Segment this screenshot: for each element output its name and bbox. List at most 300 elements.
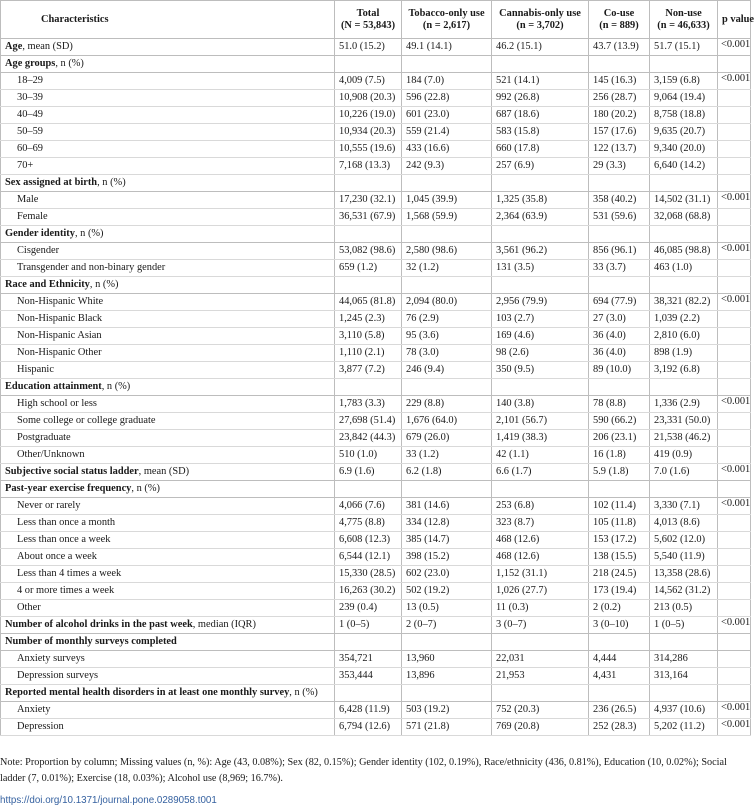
row-label: Education attainment, n (%) [1,379,335,396]
cell-value: 51.7 (15.1) [650,39,718,56]
section-row [1,39,751,56]
table-row [1,362,751,379]
row-label: Other/Unknown [1,447,335,464]
cell-value: 14,562 (31.2) [650,583,718,600]
cell-value: 571 (21.8) [402,719,492,736]
cell-value: 385 (14.7) [402,532,492,549]
row-label: Number of alcohol drinks in the past week, median (IQR) [1,617,335,634]
row-label: 70+ [1,158,335,175]
p-value-cell [718,56,751,73]
table-row [1,158,751,175]
row-label: Gender identity, n (%) [1,226,335,243]
cell-value [492,634,589,651]
cell-value: 43.7 (13.9) [589,39,650,56]
table-header-row [1,1,751,39]
cell-value: 78 (3.0) [402,345,492,362]
cell-value: 131 (3.5) [492,260,589,277]
header-total: Total (N = 53,843) [335,1,402,39]
cell-value: 6,428 (11.9) [335,702,402,719]
table-row [1,719,751,736]
cell-value [492,685,589,702]
cell-value: 103 (2.7) [492,311,589,328]
p-value-cell [718,226,751,243]
cell-value: 184 (7.0) [402,73,492,90]
cell-value: 10,555 (19.6) [335,141,402,158]
cell-value: 694 (77.9) [589,294,650,311]
cell-value [650,481,718,498]
cell-value: 679 (26.0) [402,430,492,447]
table-row [1,192,751,209]
cell-value [335,226,402,243]
cell-value: 6,640 (14.2) [650,158,718,175]
row-label: Transgender and non-binary gender [1,260,335,277]
header-couse: Co-use (n = 889) [589,1,650,39]
cell-value [402,226,492,243]
section-row [1,617,751,634]
table-row [1,124,751,141]
cell-value: 3 (0–10) [589,617,650,634]
cell-value: 769 (20.8) [492,719,589,736]
cell-value: 463 (1.0) [650,260,718,277]
table-row [1,447,751,464]
cell-value: 257 (6.9) [492,158,589,175]
p-value-cell [718,362,751,379]
row-label: Non-Hispanic Other [1,345,335,362]
cell-value: 53,082 (98.6) [335,243,402,260]
cell-value: 5,202 (11.2) [650,719,718,736]
row-label: High school or less [1,396,335,413]
cell-value [335,379,402,396]
table-row [1,260,751,277]
cell-value: 6,544 (12.1) [335,549,402,566]
cell-value [589,277,650,294]
cell-value [335,56,402,73]
cell-value [492,175,589,192]
cell-value: 1,026 (27.7) [492,583,589,600]
p-value-cell [718,311,751,328]
cell-value [402,634,492,651]
table-row [1,328,751,345]
section-row [1,634,751,651]
cell-value: 1,045 (39.9) [402,192,492,209]
cell-value: 95 (3.6) [402,328,492,345]
p-value-cell [718,413,751,430]
cell-value: 1,039 (2.2) [650,311,718,328]
table-row [1,107,751,124]
row-label: Age, mean (SD) [1,39,335,56]
row-label: 50–59 [1,124,335,141]
row-label: Age groups, n (%) [1,56,335,73]
table-row [1,583,751,600]
cell-value: 419 (0.9) [650,447,718,464]
cell-value: 2,101 (56.7) [492,413,589,430]
cell-value: 13,960 [402,651,492,668]
cell-value: 36 (4.0) [589,328,650,345]
row-label: About once a week [1,549,335,566]
table-row [1,396,751,413]
row-label: Depression surveys [1,668,335,685]
row-label: Male [1,192,335,209]
cell-value: 14,502 (31.1) [650,192,718,209]
cell-value: 10,934 (20.3) [335,124,402,141]
p-value-cell [718,430,751,447]
p-value-cell [718,685,751,702]
cell-value: 602 (23.0) [402,566,492,583]
table-row [1,549,751,566]
p-value-cell [718,209,751,226]
cell-value: 78 (8.8) [589,396,650,413]
row-label: 4 or more times a week [1,583,335,600]
cell-value: 1 (0–5) [650,617,718,634]
cell-value [492,481,589,498]
row-label: Past-year exercise frequency, n (%) [1,481,335,498]
p-value-cell: <0.001 [718,719,751,736]
cell-value: 4,444 [589,651,650,668]
cell-value: 253 (6.8) [492,498,589,515]
cell-value: 49.1 (14.1) [402,39,492,56]
cell-value: 3,192 (6.8) [650,362,718,379]
cell-value [492,379,589,396]
section-row [1,464,751,481]
cell-value: 105 (11.8) [589,515,650,532]
cell-value: 51.0 (15.2) [335,39,402,56]
table-body [1,39,751,736]
section-row [1,481,751,498]
cell-value: 213 (0.5) [650,600,718,617]
cell-value: 206 (23.1) [589,430,650,447]
p-value-cell [718,600,751,617]
cell-value [492,56,589,73]
cell-value: 354,721 [335,651,402,668]
cell-value: 6.6 (1.7) [492,464,589,481]
cell-value: 2,810 (6.0) [650,328,718,345]
row-label: Less than 4 times a week [1,566,335,583]
p-value-cell: <0.001 [718,617,751,634]
cell-value: 36 (4.0) [589,345,650,362]
cell-value: 23,331 (50.0) [650,413,718,430]
cell-value: 9,635 (20.7) [650,124,718,141]
cell-value: 140 (3.8) [492,396,589,413]
cell-value: 596 (22.8) [402,90,492,107]
p-value-cell [718,345,751,362]
cell-value: 138 (15.5) [589,549,650,566]
cell-value [402,685,492,702]
cell-value: 173 (19.4) [589,583,650,600]
cell-value [402,277,492,294]
table-row [1,532,751,549]
cell-value: 2,580 (98.6) [402,243,492,260]
cell-value: 153 (17.2) [589,532,650,549]
cell-value: 10,908 (20.3) [335,90,402,107]
cell-value: 6.2 (1.8) [402,464,492,481]
p-value-cell: <0.001 [718,294,751,311]
cell-value: 46,085 (98.8) [650,243,718,260]
cell-value: 9,064 (19.4) [650,90,718,107]
cell-value: 236 (26.5) [589,702,650,719]
cell-value: 503 (19.2) [402,702,492,719]
cell-value: 13,896 [402,668,492,685]
cell-value: 559 (21.4) [402,124,492,141]
row-label: Never or rarely [1,498,335,515]
table-row [1,413,751,430]
cell-value: 323 (8.7) [492,515,589,532]
cell-value: 6,608 (12.3) [335,532,402,549]
row-label: Cisgender [1,243,335,260]
cell-value: 27,698 (51.4) [335,413,402,430]
cell-value: 531 (59.6) [589,209,650,226]
cell-value: 659 (1.2) [335,260,402,277]
cell-value [589,175,650,192]
cell-value: 334 (12.8) [402,515,492,532]
cell-value: 89 (10.0) [589,362,650,379]
p-value-cell [718,447,751,464]
table-row [1,430,751,447]
cell-value: 898 (1.9) [650,345,718,362]
cell-value: 510 (1.0) [335,447,402,464]
cell-value: 2,364 (63.9) [492,209,589,226]
row-label: Non-Hispanic White [1,294,335,311]
cell-value: 7,168 (13.3) [335,158,402,175]
p-value-cell: <0.001 [718,39,751,56]
cell-value [335,481,402,498]
p-value-cell [718,107,751,124]
row-label: Number of monthly surveys completed [1,634,335,651]
p-value-cell [718,379,751,396]
cell-value [402,379,492,396]
cell-value: 246 (9.4) [402,362,492,379]
section-row [1,379,751,396]
cell-value: 16,263 (30.2) [335,583,402,600]
cell-value: 353,444 [335,668,402,685]
p-value-cell [718,158,751,175]
cell-value: 687 (18.6) [492,107,589,124]
cell-value: 13,358 (28.6) [650,566,718,583]
row-label: Postgraduate [1,430,335,447]
cell-value: 468 (12.6) [492,532,589,549]
p-value-cell [718,277,751,294]
section-row [1,175,751,192]
cell-value: 4,013 (8.6) [650,515,718,532]
table-row [1,294,751,311]
table-row [1,515,751,532]
cell-value: 313,164 [650,668,718,685]
row-label: Anxiety surveys [1,651,335,668]
table-row [1,702,751,719]
row-label: Sex assigned at birth, n (%) [1,175,335,192]
cell-value: 3 (0–7) [492,617,589,634]
cell-value: 252 (28.3) [589,719,650,736]
section-row [1,277,751,294]
p-value-cell [718,532,751,549]
p-value-cell [718,566,751,583]
section-row [1,56,751,73]
cell-value: 1,419 (38.3) [492,430,589,447]
table-row [1,651,751,668]
cell-value: 169 (4.6) [492,328,589,345]
cell-value: 314,286 [650,651,718,668]
cell-value [650,56,718,73]
cell-value [335,634,402,651]
cell-value [335,175,402,192]
header-nonuse: Non-use (n = 46,633) [650,1,718,39]
cell-value: 27 (3.0) [589,311,650,328]
cell-value: 145 (16.3) [589,73,650,90]
cell-value: 992 (26.8) [492,90,589,107]
cell-value: 44,065 (81.8) [335,294,402,311]
cell-value: 398 (15.2) [402,549,492,566]
cell-value: 11 (0.3) [492,600,589,617]
p-value-cell: <0.001 [718,396,751,413]
cell-value: 256 (28.7) [589,90,650,107]
cell-value: 21,953 [492,668,589,685]
cell-value: 1 (0–5) [335,617,402,634]
cell-value: 4,431 [589,668,650,685]
cell-value [589,685,650,702]
cell-value: 122 (13.7) [589,141,650,158]
cell-value: 358 (40.2) [589,192,650,209]
cell-value: 3,877 (7.2) [335,362,402,379]
p-value-cell: <0.001 [718,498,751,515]
cell-value: 1,245 (2.3) [335,311,402,328]
table-row [1,498,751,515]
cell-value: 157 (17.6) [589,124,650,141]
cell-value: 8,758 (18.8) [650,107,718,124]
cell-value [402,481,492,498]
cell-value: 10,226 (19.0) [335,107,402,124]
p-value-cell [718,651,751,668]
row-label: 60–69 [1,141,335,158]
row-label: Subjective social status ladder, mean (SD) [1,464,335,481]
cell-value: 2,956 (79.9) [492,294,589,311]
cell-value: 239 (0.4) [335,600,402,617]
cell-value: 4,937 (10.6) [650,702,718,719]
cell-value: 229 (8.8) [402,396,492,413]
cell-value: 1,783 (3.3) [335,396,402,413]
row-label: 30–39 [1,90,335,107]
header-cannabis: Cannabis-only use (n = 3,702) [492,1,589,39]
p-value-cell: <0.001 [718,702,751,719]
cell-value: 381 (14.6) [402,498,492,515]
cell-value [589,379,650,396]
table-row [1,209,751,226]
table-row [1,73,751,90]
row-label: Less than once a week [1,532,335,549]
cell-value [492,277,589,294]
cell-value: 22,031 [492,651,589,668]
table-row [1,243,751,260]
cell-value [650,277,718,294]
p-value-cell [718,668,751,685]
cell-value [335,277,402,294]
table-row [1,311,751,328]
row-label: Depression [1,719,335,736]
cell-value: 502 (19.2) [402,583,492,600]
row-label: 40–49 [1,107,335,124]
table-row [1,141,751,158]
cell-value [402,56,492,73]
cell-value: 42 (1.1) [492,447,589,464]
p-value-cell [718,141,751,158]
cell-value [589,56,650,73]
p-value-cell: <0.001 [718,73,751,90]
cell-value [650,685,718,702]
cell-value: 752 (20.3) [492,702,589,719]
cell-value: 4,775 (8.8) [335,515,402,532]
cell-value: 5,602 (12.0) [650,532,718,549]
cell-value: 1,325 (35.8) [492,192,589,209]
cell-value: 76 (2.9) [402,311,492,328]
cell-value [402,175,492,192]
row-label: Anxiety [1,702,335,719]
cell-value: 2 (0–7) [402,617,492,634]
section-row [1,685,751,702]
cell-value: 98 (2.6) [492,345,589,362]
cell-value: 23,842 (44.3) [335,430,402,447]
p-value-cell: <0.001 [718,243,751,260]
cell-value: 21,538 (46.2) [650,430,718,447]
cell-value [650,634,718,651]
cell-value: 601 (23.0) [402,107,492,124]
cell-value [492,226,589,243]
cell-value: 3,110 (5.8) [335,328,402,345]
cell-value: 660 (17.8) [492,141,589,158]
cell-value: 180 (20.2) [589,107,650,124]
cell-value: 7.0 (1.6) [650,464,718,481]
section-row [1,226,751,243]
cell-value: 36,531 (67.9) [335,209,402,226]
p-value-cell [718,515,751,532]
row-label: Less than once a month [1,515,335,532]
cell-value: 29 (3.3) [589,158,650,175]
p-value-cell [718,634,751,651]
header-p-value: p value [718,1,751,39]
row-label: Some college or college graduate [1,413,335,430]
p-value-cell [718,328,751,345]
cell-value: 2,094 (80.0) [402,294,492,311]
cell-value [589,226,650,243]
p-value-cell [718,260,751,277]
cell-value: 32 (1.2) [402,260,492,277]
header-tobacco: Tobacco-only use (n = 2,617) [402,1,492,39]
table-row [1,566,751,583]
row-label: Hispanic [1,362,335,379]
cell-value: 16 (1.8) [589,447,650,464]
table-note: Note: Proportion by column; Missing values (n, %): Age (43, 0.08%); Sex (82, 0.15%); Gender identity (102, 0.19%), Race/ethnicity (436, 0.81%), Education (10, 0.02%); Social ladder (7, 0.01%); Exercise (18, 0.03%); Alcohol use (8,969; 16.7%). [0,757,727,784]
cell-value: 468 (12.6) [492,549,589,566]
cell-value: 17,230 (32.1) [335,192,402,209]
cell-value: 1,336 (2.9) [650,396,718,413]
p-value-cell [718,124,751,141]
p-value-cell [718,175,751,192]
cell-value: 3,330 (7.1) [650,498,718,515]
p-value-cell: <0.001 [718,464,751,481]
cell-value: 5,540 (11.9) [650,549,718,566]
row-label: 18–29 [1,73,335,90]
cell-value: 3,561 (96.2) [492,243,589,260]
header-characteristics: Characteristics [1,1,335,39]
doi-link[interactable]: https://doi.org/10.1371/journal.pone.0289058.t001 [0,795,217,806]
table-row [1,668,751,685]
cell-value: 4,009 (7.5) [335,73,402,90]
cell-value: 102 (11.4) [589,498,650,515]
cell-value: 1,152 (31.1) [492,566,589,583]
p-value-cell: <0.001 [718,192,751,209]
row-label: Reported mental health disorders in at least one monthly survey, n (%) [1,685,335,702]
cell-value: 433 (16.6) [402,141,492,158]
cell-value: 32,068 (68.8) [650,209,718,226]
cell-value: 590 (66.2) [589,413,650,430]
cell-value [650,175,718,192]
